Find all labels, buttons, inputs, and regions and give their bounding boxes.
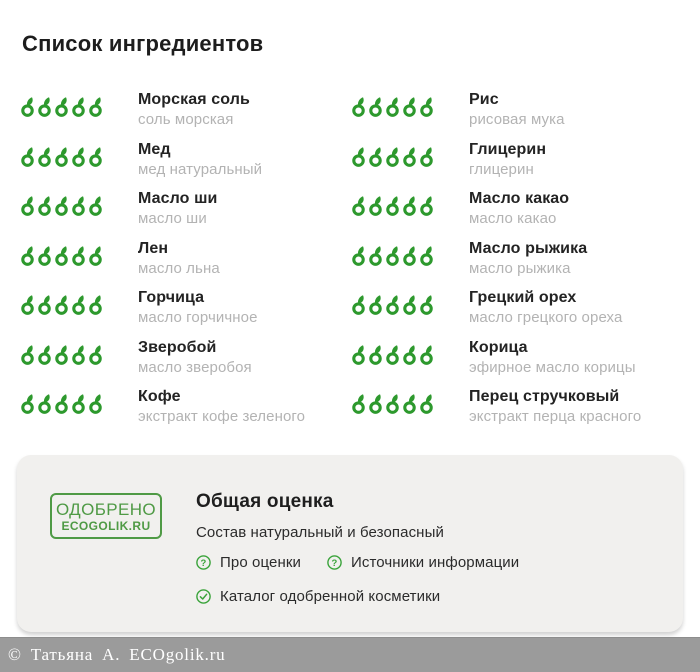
ingredient-name: Масло какао	[469, 190, 570, 207]
apple-icon	[419, 195, 435, 216]
apple-icon	[37, 195, 53, 216]
ingredient-name: Рис	[469, 91, 499, 108]
apple-icon	[385, 195, 401, 216]
ingredient-name: Перец стручковый	[469, 388, 620, 405]
ingredient-rating	[20, 195, 104, 216]
apple-icon	[20, 96, 36, 117]
ingredient-subname: экстракт кофе зеленого	[138, 408, 306, 425]
ingredient-subname: масло зверобоя	[138, 358, 252, 376]
apple-icon	[402, 195, 418, 216]
apple-icon	[54, 96, 70, 117]
summary-links-row	[196, 554, 519, 571]
ingredient-rating	[351, 344, 435, 365]
apple-icon	[368, 344, 384, 365]
ingredient-rating	[351, 96, 435, 117]
apple-icon	[37, 146, 53, 167]
ingredient-subname: масло какао	[469, 210, 557, 227]
ingredient-texts	[138, 338, 252, 377]
ingredient-row	[351, 189, 682, 239]
ingredient-name: Масло рыжика	[469, 239, 588, 257]
ingredients-column-left	[20, 90, 351, 437]
apple-icon	[54, 393, 70, 414]
page-title: Список ингредиентов	[22, 31, 264, 56]
apple-icon	[54, 344, 70, 365]
help-icon	[196, 555, 211, 570]
apple-icon	[368, 96, 384, 117]
apple-icon	[368, 245, 384, 266]
apple-icon	[385, 96, 401, 117]
ingredient-row	[20, 189, 351, 239]
apple-icon	[54, 294, 70, 315]
apple-icon	[37, 344, 53, 365]
ingredient-row	[20, 90, 351, 140]
ingredient-name: Грецкий орех	[469, 289, 577, 306]
apple-icon	[419, 393, 435, 414]
apple-icon	[88, 294, 104, 315]
ingredient-name: Морская соль	[138, 91, 250, 108]
ingredient-rating	[351, 146, 435, 167]
apple-icon	[37, 245, 53, 266]
apple-icon	[54, 195, 70, 216]
apple-icon	[37, 393, 53, 414]
ingredient-texts	[138, 140, 262, 179]
ingredient-rating	[20, 344, 104, 365]
ingredient-rating	[20, 245, 104, 266]
footer-credit: © Татьяна А. ECOgolik.ru	[8, 645, 226, 664]
link-label: Источники информации	[350, 554, 520, 571]
apple-icon	[402, 344, 418, 365]
apple-icon	[419, 294, 435, 315]
ingredient-texts	[138, 189, 217, 228]
summary-content	[196, 491, 519, 632]
apple-icon	[88, 146, 104, 167]
summary-heading: Общая оценка	[196, 491, 334, 512]
ingredient-texts	[138, 387, 305, 426]
ingredient-name: Масло ши	[138, 190, 218, 207]
apple-icon	[20, 146, 36, 167]
apple-icon	[368, 294, 384, 315]
apple-icon	[351, 393, 367, 414]
ingredient-texts	[138, 90, 250, 129]
ingredient-subname: экстракт перца красного	[469, 408, 642, 425]
ingredient-texts	[469, 90, 565, 129]
apple-icon	[385, 245, 401, 266]
apple-icon	[88, 344, 104, 365]
footer	[0, 637, 700, 672]
apple-icon	[419, 96, 435, 117]
apple-icon	[88, 393, 104, 414]
apple-icon	[368, 195, 384, 216]
apple-icon	[351, 245, 367, 266]
ingredient-name: Корица	[469, 338, 528, 356]
ingredient-row	[351, 140, 682, 190]
ingredient-texts	[138, 288, 258, 327]
ingredient-row	[351, 387, 682, 437]
apple-icon	[351, 344, 367, 365]
ingredient-row	[20, 338, 351, 388]
apple-icon	[402, 393, 418, 414]
ingredient-name: Глицерин	[469, 140, 547, 158]
apple-icon	[37, 294, 53, 315]
svg-text:?: ?	[200, 557, 207, 569]
summary-panel	[17, 455, 683, 632]
ingredient-name: Лен	[138, 239, 169, 257]
ingredient-rating	[20, 96, 104, 117]
ingredient-name: Зверобой	[138, 338, 217, 356]
ingredient-subname: масло горчичное	[138, 309, 258, 326]
link-about-ratings[interactable]	[196, 554, 301, 571]
ingredient-name: Кофе	[138, 388, 181, 405]
ingredient-row	[20, 288, 351, 338]
ingredient-rating	[351, 195, 435, 216]
link-info-sources[interactable]	[327, 554, 519, 571]
link-label: Про оценки	[220, 554, 301, 571]
apple-icon	[419, 146, 435, 167]
apple-icon	[71, 393, 87, 414]
apple-icon	[71, 344, 87, 365]
ingredients-column-right	[351, 90, 682, 437]
apple-icon	[385, 294, 401, 315]
ingredient-texts	[469, 239, 587, 278]
ingredient-subname: масло грецкого ореха	[469, 309, 623, 326]
ingredient-subname: масло рыжика	[469, 259, 571, 277]
ingredient-row	[351, 90, 682, 140]
ingredient-subname: глицерин	[469, 160, 534, 178]
ingredient-row	[20, 387, 351, 437]
approved-badge	[50, 493, 162, 539]
ingredient-texts	[138, 239, 220, 278]
apple-icon	[351, 195, 367, 216]
ingredient-row	[351, 239, 682, 289]
apple-icon	[88, 195, 104, 216]
svg-text:?: ?	[331, 557, 338, 569]
apple-icon	[419, 344, 435, 365]
ingredient-texts	[469, 140, 546, 179]
help-icon	[327, 555, 342, 570]
summary-verdict: Состав натуральный и безопасный	[196, 524, 444, 541]
ingredient-name: Мед	[138, 140, 171, 158]
apple-icon	[71, 96, 87, 117]
ingredient-subname: масло ши	[138, 210, 207, 227]
apple-icon	[385, 393, 401, 414]
apple-icon	[419, 245, 435, 266]
link-approved-catalog[interactable]	[196, 588, 440, 605]
apple-icon	[88, 245, 104, 266]
apple-icon	[20, 195, 36, 216]
apple-icon	[385, 344, 401, 365]
ingredient-row	[351, 288, 682, 338]
apple-icon	[54, 146, 70, 167]
apple-icon	[20, 344, 36, 365]
ingredient-name: Горчица	[138, 289, 205, 306]
apple-icon	[20, 245, 36, 266]
apple-icon	[351, 96, 367, 117]
apple-icon	[54, 245, 70, 266]
ingredient-subname: эфирное масло корицы	[469, 358, 636, 376]
ingredient-texts	[469, 189, 569, 228]
ingredient-texts	[469, 387, 641, 426]
ingredient-row	[20, 140, 351, 190]
check-circle-icon	[196, 589, 211, 604]
apple-icon	[71, 195, 87, 216]
badge-line1: ОДОБРЕНО	[55, 499, 157, 519]
apple-icon	[402, 96, 418, 117]
apple-icon	[368, 146, 384, 167]
apple-icon	[385, 146, 401, 167]
apple-icon	[71, 294, 87, 315]
ingredient-rating	[20, 294, 104, 315]
apple-icon	[368, 393, 384, 414]
ingredient-subname: масло льна	[138, 259, 220, 277]
summary-catalog-row	[196, 588, 519, 605]
apple-icon	[20, 393, 36, 414]
apple-icon	[351, 294, 367, 315]
apple-icon	[402, 294, 418, 315]
apple-icon	[71, 146, 87, 167]
ingredient-rating	[351, 245, 435, 266]
apple-icon	[88, 96, 104, 117]
link-label: Каталог одобренной косметики	[220, 588, 441, 605]
ingredient-texts	[469, 338, 636, 377]
ingredient-texts	[469, 288, 622, 327]
ingredient-rating	[351, 294, 435, 315]
ingredient-row	[351, 338, 682, 388]
ingredients-list	[20, 90, 682, 437]
ingredient-subname: соль морская	[138, 111, 234, 128]
badge-line2: ECOGOLIK.RU	[61, 518, 151, 533]
ingredient-rating	[20, 146, 104, 167]
apple-icon	[351, 146, 367, 167]
apple-icon	[20, 294, 36, 315]
ingredient-row	[20, 239, 351, 289]
ingredient-rating	[20, 393, 104, 414]
ingredient-subname: мед натуральный	[138, 160, 263, 178]
ingredient-rating	[351, 393, 435, 414]
apple-icon	[402, 245, 418, 266]
apple-icon	[402, 146, 418, 167]
ingredient-subname: рисовая мука	[469, 111, 565, 128]
apple-icon	[71, 245, 87, 266]
apple-icon	[37, 96, 53, 117]
